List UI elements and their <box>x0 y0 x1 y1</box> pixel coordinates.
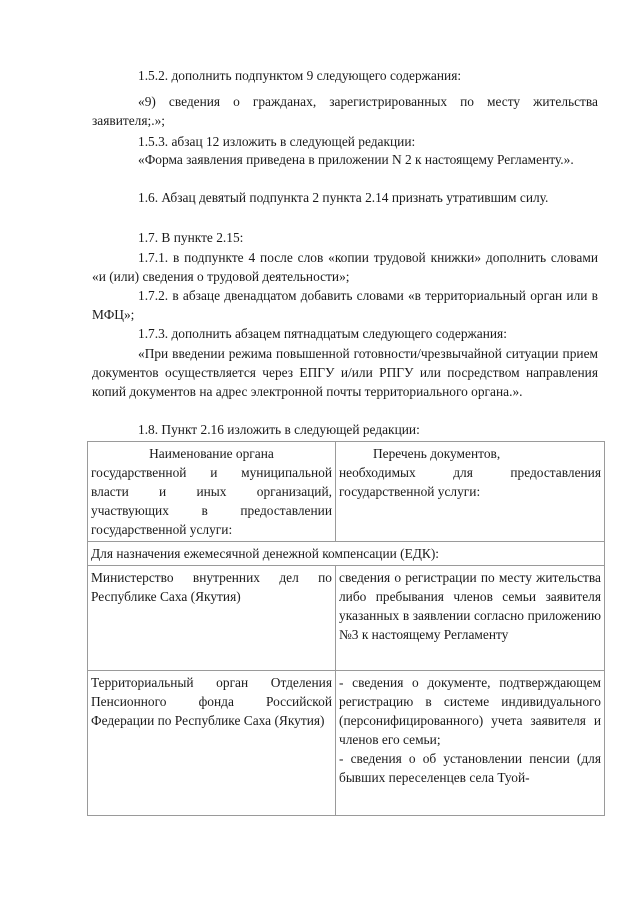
table-row <box>88 566 605 671</box>
paragraph-1-8: 1.8. Пункт 2.16 изложить в следующей редакции: <box>138 422 420 437</box>
header-documents-rest: необходимых для предоставления государственной услуги: <box>339 465 601 499</box>
paragraph-1-5-3: 1.5.3. абзац 12 изложить в следующей редакции: <box>138 134 416 149</box>
org-cell: Территориальный орган Отделения Пенсионного фонда Российской Федерации по Республике Саха (Якутия) <box>88 671 336 816</box>
docs-cell: сведения о регистрации по месту жительства либо пребывания членов семьи заявителя указанных в заявлении согласно приложению №3 к настоящему Регламенту <box>336 566 605 671</box>
section-title-cell: Для назначения ежемесячной денежной компенсации (ЕДК): <box>88 542 605 566</box>
docs-item: - сведения о об установлении пенсии (для бывших переселенцев села Туой- <box>339 751 601 785</box>
paragraph-1-7-1: 1.7.1. в подпункте 4 после слов «копии трудовой книжки» дополнить словами «и (или) сведения о трудовой деятельности»; <box>92 250 598 284</box>
header-organ-rest: государственной и муниципальной власти и иных организаций, участвующих в предоставлении государственной услуги: <box>91 465 332 537</box>
paragraph-1-7-3: 1.7.3. дополнить абзацем пятнадцатым следующего содержания: <box>138 326 507 341</box>
docs-item: - сведения о документе, подтверждающем регистрацию в системе индивидуального (персонифицированного) учета заявителя и членов его семьи; <box>339 675 601 747</box>
paragraph-1-7: 1.7. В пункте 2.15: <box>138 230 244 245</box>
header-organ-cell <box>88 442 336 542</box>
paragraph-quote-regime: «При введении режима повышенной готовности/чрезвычайной ситуации прием документов осуществляется через ЕПГУ и/или РПГУ или посредством направления копий документов на адрес электронной почты территориального органа.». <box>92 346 598 399</box>
paragraph-1-5-2: 1.5.2. дополнить подпунктом 9 следующего содержания: <box>138 68 462 83</box>
paragraph-quote-9: «9) сведения о гражданах, зарегистрированных по месту жительства заявителя;.»; <box>92 94 598 128</box>
header-documents-cell <box>336 442 605 542</box>
header-documents-first: Перечень документов, <box>373 446 501 461</box>
org-cell: Министерство внутренних дел по Республике Саха (Якутия) <box>88 566 336 671</box>
documents-table <box>87 441 605 816</box>
paragraph-1-6: 1.6. Абзац девятый подпункта 2 пункта 2.14 признать утратившим силу. <box>138 190 549 205</box>
header-organ-first: Наименование органа <box>149 446 274 461</box>
table-row <box>88 671 605 816</box>
paragraph-1-7-2: 1.7.2. в абзаце двенадцатом добавить словами «в территориальный орган или в МФЦ»; <box>92 288 598 322</box>
table-header-row <box>88 442 605 542</box>
docs-cell <box>336 671 605 816</box>
table-section-row <box>88 542 605 566</box>
paragraph-quote-form: «Форма заявления приведена в приложении N 2 к настоящему Регламенту.». <box>138 152 574 167</box>
